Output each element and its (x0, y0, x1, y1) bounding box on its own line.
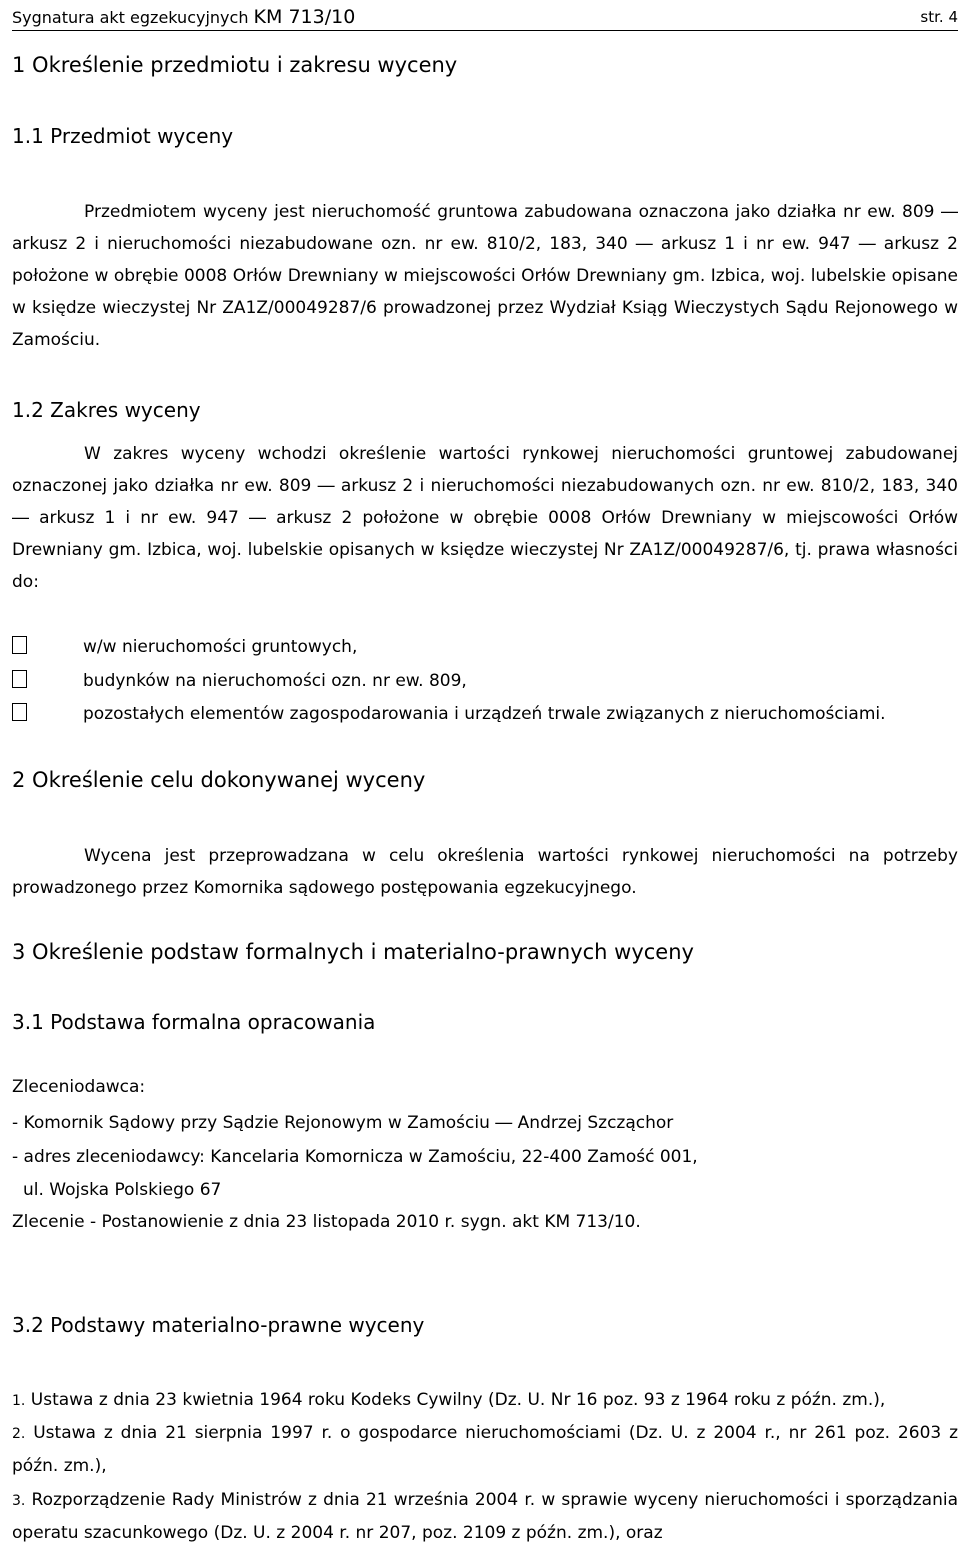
client-address: - adres zleceniodawcy: Kancelaria Komornicza w Zamościu, 22-400 Zamość 001, (12, 1147, 698, 1167)
bullet-item: pozostałych elementów zagospodarowania i urządzeń trwale związanych z nieruchomościami. (12, 703, 886, 724)
legal-basis-item: 1. Ustawa z dnia 23 kwietnia 1964 roku Kodeks Cywilny (Dz. U. Nr 16 poz. 93 z 1964 roku z późn. zm.), (12, 1390, 886, 1410)
section-3-1-title: 3.1 Podstawa formalna opracowania (12, 1010, 376, 1034)
client-street: ul. Wojska Polskiego 67 (23, 1180, 222, 1200)
page-number: str. 4 (920, 8, 958, 26)
header-prefix: Sygnatura akt egzekucyjnych (12, 8, 249, 27)
legal-basis-item: 3. Rozporządzenie Rady Ministrów z dnia 21 września 2004 r. w sprawie wyceny nieruchomości i sporządzania operatu szacunkowego (Dz. U. z 2004 r. nr 207, poz. 2109 z późn. zm.), oraz (12, 1490, 958, 1543)
client-label: Zleceniodawca: (12, 1077, 146, 1097)
section-2-body: Wycena jest przeprowadzana w celu określenia wartości rynkowej nieruchomości na potrzeby prowadzonego przez Komornika sądowego postępowania egzekucyjnego. (12, 846, 958, 898)
section-1-2-text (12, 438, 958, 598)
section-1-1-title: 1.1 Przedmiot wyceny (12, 124, 234, 148)
section-3-2-title: 3.2 Podstawy materialno-prawne wyceny (12, 1313, 425, 1337)
header-signature (12, 6, 355, 28)
checkbox-square-icon (12, 636, 27, 654)
section-3-title: 3 Określenie podstaw formalnych i materialno-prawnych wyceny (12, 940, 694, 964)
section-2-text (12, 840, 958, 904)
order-reference: Zlecenie - Postanowienie z dnia 23 listopada 2010 r. sygn. akt KM 713/10. (12, 1212, 641, 1232)
bullet-item: w/w nieruchomości gruntowych, (12, 636, 357, 657)
legal-basis-item: 2. Ustawa z dnia 21 sierpnia 1997 r. o gospodarce nieruchomościami (Dz. U. z 2004 r., nr 261 poz. 2603 z późn. zm.), (12, 1423, 958, 1476)
section-1-2-title: 1.2 Zakres wyceny (12, 398, 201, 422)
section-1-2-body: W zakres wyceny wchodzi określenie wartości rynkowej nieruchomości gruntowej zabudowanej oznaczonej jako działka nr ew. 809 ― arkusz 2 i nieruchomości niezabudowanych ozn. nr ew. 810/2, 183, 340 ― arkusz 1 i nr ew. 947 ― arkusz 2 położone w obrębie 0008 Orłów Drewniany w miejscowości Orłów Drewniany gm. Izbica, woj. lubelskie opisanych w księdze wieczystej Nr ZA1Z/00049287/6, tj. prawa własności do: (12, 444, 958, 592)
section-1-1-body: Przedmiotem wyceny jest nieruchomość gruntowa zabudowana oznaczona jako działka nr ew. 809 ― arkusz 2 i nieruchomości niezabudowane ozn. nr ew. 810/2, 183, 340 ― arkusz 1 i nr ew. 947 ― arkusz 2 położone w obrębie 0008 Orłów Drewniany w miejscowości Orłów Drewniany gm. Izbica, woj. lubelskie opisane w księdze wieczystej Nr ZA1Z/00049287/6 prowadzonej przez Wydział Ksiąg Wieczystych Sądu Rejonowego w Zamościu. (12, 202, 958, 350)
header-case-number: KM 713/10 (253, 6, 356, 28)
page-header (12, 4, 958, 31)
checkbox-square-icon (12, 703, 27, 721)
section-1-title: 1 Określenie przedmiotu i zakresu wyceny (12, 53, 458, 77)
bullet-item: budynków na nieruchomości ozn. nr ew. 809, (12, 670, 467, 691)
section-2-title: 2 Określenie celu dokonywanej wyceny (12, 768, 426, 792)
checkbox-square-icon (12, 670, 27, 688)
client-bailiff: - Komornik Sądowy przy Sądzie Rejonowym w Zamościu ― Andrzej Szcząchor (12, 1113, 674, 1133)
section-1-1-text (12, 196, 958, 356)
